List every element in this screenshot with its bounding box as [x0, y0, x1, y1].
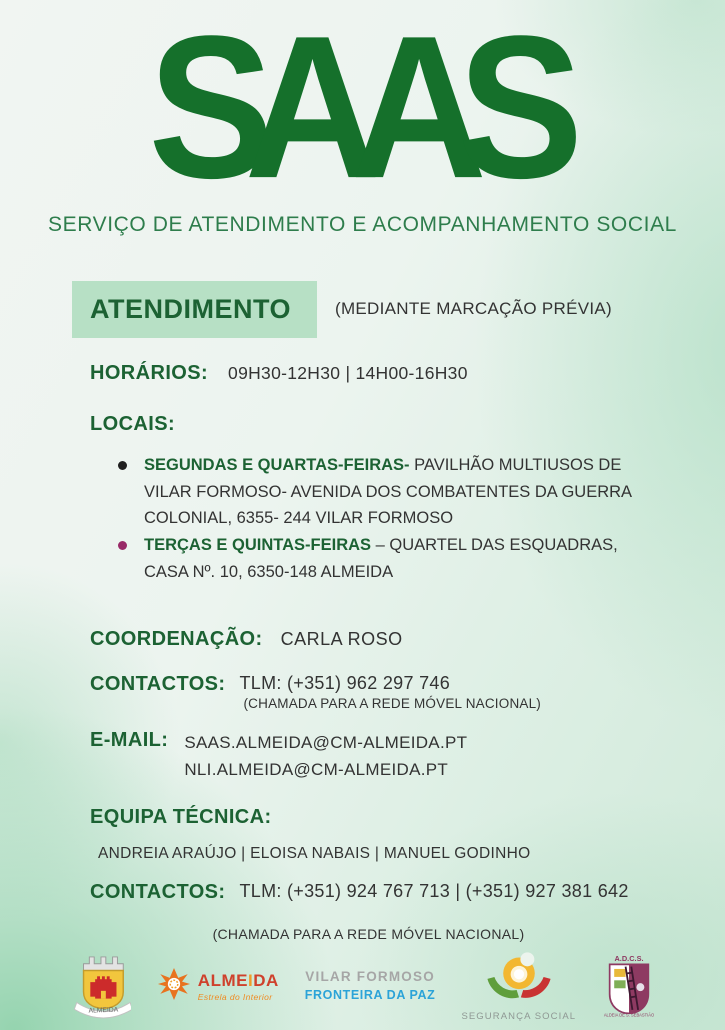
atendimento-note: (MEDIANTE MARCAÇÃO PRÉVIA) [335, 299, 612, 319]
atendimento-highlight-box [72, 281, 317, 338]
almeida-wordmark-part: DA [253, 970, 279, 990]
seguranca-social-logo [461, 951, 576, 1022]
seguranca-social-caption: SEGURANÇA SOCIAL [461, 1010, 577, 1022]
vilar-formoso-line2: FRONTEIRA DA PAZ [304, 987, 436, 1002]
locais-item-day: TERÇAS E QUINTAS-FEIRAS [144, 536, 372, 555]
contactos2-section [90, 881, 665, 904]
email-section [90, 729, 665, 784]
equipa-section [90, 806, 665, 829]
email-address: SAAS.ALMEIDA@CM-ALMEIDA.PT [184, 732, 468, 752]
coordenacao-section [90, 628, 665, 651]
almeida-wordmark [198, 971, 279, 990]
vilar-formoso-line1: VILAR FORMOSO [305, 969, 435, 985]
email-label: E-MAIL: [90, 728, 169, 751]
list-item [118, 452, 638, 532]
saas-logo: SAAS [148, 0, 555, 221]
almeida-wordmark-i: I [247, 970, 254, 990]
contactos2-label: CONTACTOS: [90, 880, 226, 903]
email-value-block [184, 729, 467, 784]
bullet-dot-purple [118, 541, 127, 550]
adcs-caption: A.D.C.S. [614, 953, 644, 963]
locais-item-detail: PAVILHÃO MULTIUSOS DE VILAR FORMOSO- AVENIDA DOS COMBATENTES DA GUERRA COLONIAL, 6355- 244 VILAR FORMOSO [144, 455, 632, 528]
contactos-value-block [239, 673, 541, 711]
horarios-label: HORÁRIOS: [90, 361, 209, 384]
contactos-phone: TLM: (+351) 962 297 746 [239, 672, 451, 693]
locais-item-day: SEGUNDAS E QUARTAS-FEIRAS- [144, 455, 410, 474]
adcs-subcaption: ALDEIA DE S. SEBASTIÃO [604, 1012, 655, 1018]
equipa-members: ANDREIA ARAÚJO | ELOISA NABAIS | MANUEL GODINHO [98, 844, 531, 862]
coordenacao-label: COORDENAÇÃO: [90, 627, 263, 650]
almeida-coat-of-arms-icon [69, 950, 131, 1022]
almeida-star-icon [157, 967, 191, 1006]
atendimento-section [72, 281, 665, 338]
locais-section [90, 413, 665, 436]
contactos2-note: (CHAMADA PARA A REDE MÓVEL NACIONAL) [212, 925, 525, 942]
horarios-value: 09H30-12H30 | 14H00-16H30 [228, 362, 468, 383]
poster-content [0, 281, 725, 942]
coordenacao-value: CARLA ROSO [280, 628, 403, 649]
contactos-label: CONTACTOS: [90, 672, 226, 695]
almeida-municipality-logo [157, 967, 279, 1006]
contactos2-phones: TLM: (+351) 924 767 713 | (+351) 927 381 642 [239, 880, 629, 901]
almeida-wordmark-part: ALME [197, 970, 248, 990]
contactos-note: (CHAMADA PARA A REDE MÓVEL NACIONAL) [243, 695, 542, 711]
almeida-tagline: Estrela do Interior [197, 991, 273, 1002]
locais-list [118, 452, 665, 586]
email-address: NLI.ALMEIDA@CM-ALMEIDA.PT [184, 760, 449, 780]
locais-item-detail: – QUARTEL DAS ESQUADRAS, CASA Nº. 10, 6350-148 ALMEIDA [144, 536, 618, 581]
horarios-section [90, 362, 665, 385]
coat-of-arms-caption: ALMEIDA [88, 1006, 119, 1015]
equipa-label: EQUIPA TÉCNICA: [90, 805, 272, 828]
atendimento-title: ATENDIMENTO [90, 293, 291, 324]
header [0, 0, 725, 221]
vilar-formoso-logo [305, 968, 436, 1003]
bullet-dot-black [118, 461, 127, 470]
locais-label: LOCAIS: [90, 412, 176, 435]
poster-subtitle: SERVIÇO DE ATENDIMENTO E ACOMPANHAMENTO SOCIAL [48, 212, 677, 236]
seguranca-social-icon [479, 951, 559, 1008]
footer-logos [0, 950, 725, 1022]
contactos-section [90, 673, 665, 711]
list-item [118, 532, 638, 585]
adcs-crest-icon [602, 953, 656, 1019]
